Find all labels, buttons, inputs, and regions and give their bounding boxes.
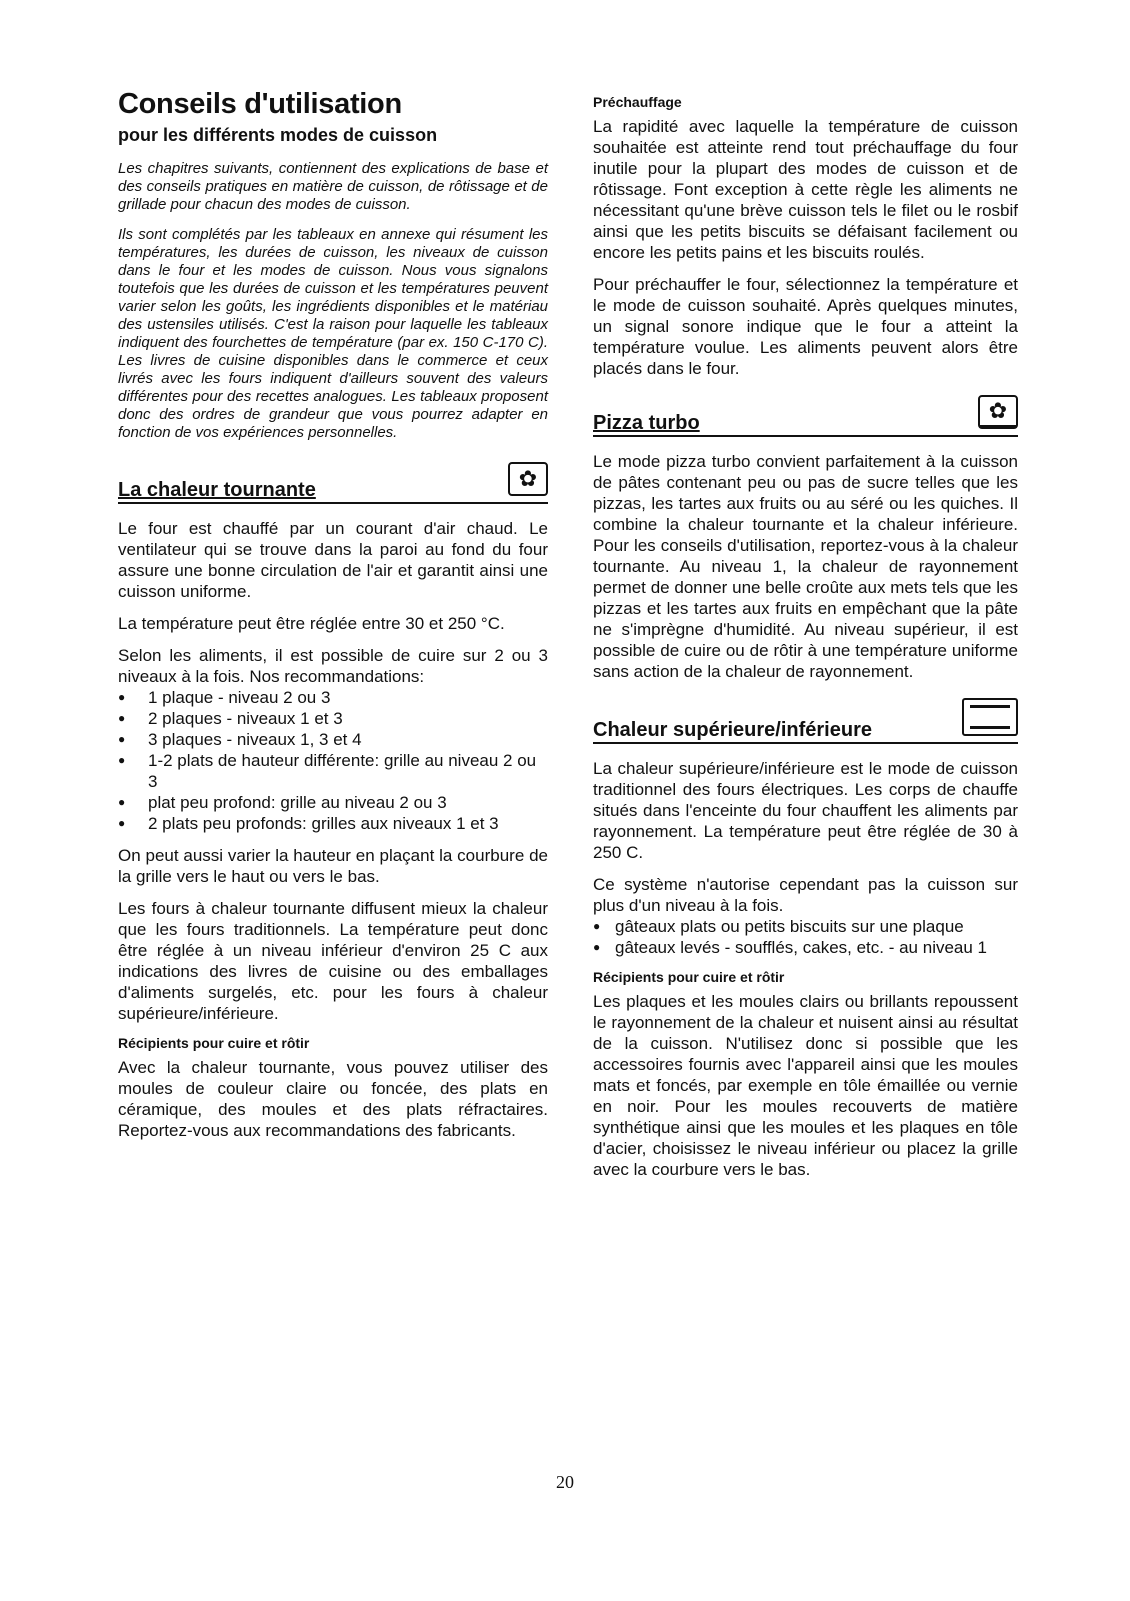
list-item: ● gâteaux plats ou petits biscuits sur une plaque xyxy=(593,916,1018,937)
section-heading-chaleur-tournante xyxy=(118,456,548,504)
bullets-list xyxy=(593,916,1018,958)
list-item: ● 2 plaques - niveaux 1 et 3 xyxy=(118,708,548,729)
levels-list xyxy=(118,687,548,834)
fan-icon: ✿ xyxy=(508,462,548,496)
page-subtitle: pour les différents modes de cuisson xyxy=(118,125,438,145)
paragraph: On peut aussi varier la hauteur en plaçant la courbure de la grille vers le haut ou vers le bas. xyxy=(118,846,548,886)
list-item: ● 2 plats peu profonds: grilles aux niveaux 1 et 3 xyxy=(118,813,548,834)
section-heading-pizza-turbo xyxy=(593,389,1018,437)
top-bottom-heat-icon xyxy=(962,698,1018,736)
right-column xyxy=(593,88,1018,1180)
page-title: Conseils d'utilisation xyxy=(118,88,402,120)
paragraph: Ce système n'autorise cependant pas la cuisson sur plus d'un niveau à la fois. xyxy=(593,875,1018,915)
section-title: La chaleur tournante xyxy=(118,479,316,501)
paragraph: La chaleur supérieure/inférieure est le mode de cuisson traditionnel des fours électriques. Les corps de chauffe situés dans l'enceinte du four chauffent les aliments par rayonnement. La température peut être réglée de 30 à 250 C. xyxy=(593,759,1018,862)
paragraph: Le mode pizza turbo convient parfaitement à la cuisson de pâtes contenant peu ou pas de sucre telles que les pizzas, les tartes aux fruits ou au séré ou les quiches. Il combine la chaleur tournante et la chaleur inférieure. Pour les conseils d'utilisation, reportez-vous à la chaleur tournante. Au niveau 1, la chaleur de rayonnement permet de donner une belle croûte aux mets tels que les pizzas et les tartes aux fruits en empêchant que la pâte ne s'imprègne d'humidité. Au niveau supérieur, il est possible de cuire ou de rôtir à une température uniforme sans action de la chaleur de rayonnement. xyxy=(593,452,1018,681)
paragraph: Les fours à chaleur tournante diffusent mieux la chaleur que les fours traditionnels. La température peut donc être réglée à un niveau inférieur d'environ 25 C aux indications des livres de cuisine ou des emballages d'aliments surgelés, etc. pour les fours à chaleur supérieure/inférieure. xyxy=(118,899,548,1023)
subheading: Récipients pour cuire et rôtir xyxy=(593,969,785,985)
list-item: ● 1-2 plats de hauteur différente: grille au niveau 2 ou 3 xyxy=(118,750,548,792)
intro-paragraph-2: Ils sont complétés par les tableaux en annexe qui résument les températures, les durées de cuisson, les niveaux de cuisson dans le four et les modes de cuisson. Nous vous signalons toutefois que les durées de cuisson et les températures peuvent varier selon les goûts, les ingrédients disponibles et le matériau des ustensiles utilisés. C'est la raison pour laquelle les tableaux indiquent des fourchettes de température (par ex. 150 C-170 C). Les livres de cuisine disponibles dans le commerce et ceux livrés avec les fours indiquent d'ailleurs souvent des valeurs différentes pour des recettes analogues. Les tableaux proposent donc des ordres de grandeur que vous pourrez adapter en fonction de vos expériences personnelles. xyxy=(118,226,548,441)
paragraph: Selon les aliments, il est possible de cuire sur 2 ou 3 niveaux à la fois. Nos recommandations: xyxy=(118,646,548,686)
subheading: Récipients pour cuire et rôtir xyxy=(118,1035,310,1051)
paragraph: La rapidité avec laquelle la température de cuisson souhaitée est atteinte rend tout préchauffage du four inutile pour la plupart des modes de cuisson et de rôtissage. Font exception à cette règle les aliments ne nécessitant qu'une brève cuisson tels le filet ou le rosbif ainsi que les petits biscuits se défaisant facilement ou encore les petits pains et les biscuits roulés. xyxy=(593,117,1018,262)
list-item: ● 1 plaque - niveau 2 ou 3 xyxy=(118,687,548,708)
fan-bottom-heat-icon: ✿ xyxy=(978,395,1018,429)
paragraph: Le four est chauffé par un courant d'air chaud. Le ventilateur qui se trouve dans la paroi au fond du four assure une bonne circulation de l'air et garantit ainsi une cuisson uniforme. xyxy=(118,519,548,601)
paragraph: Pour préchauffer le four, sélectionnez la température et le mode de cuisson souhaité. Après quelques minutes, un signal sonore indique que le four a atteint la température voulue. Les aliments peuvent alors être placés dans le four. xyxy=(593,275,1018,378)
paragraph: La température peut être réglée entre 30 et 250 °C. xyxy=(118,614,505,633)
section-title: Pizza turbo xyxy=(593,412,700,434)
list-item: ● 3 plaques - niveaux 1, 3 et 4 xyxy=(118,729,548,750)
list-item: ● gâteaux levés - soufflés, cakes, etc. - au niveau 1 xyxy=(593,937,1018,958)
list-item: ● plat peu profond: grille au niveau 2 ou 3 xyxy=(118,792,548,813)
left-column xyxy=(118,88,548,1141)
intro-paragraph-1: Les chapitres suivants, contiennent des explications de base et des conseils pratiques en matière de cuisson, de rôtissage et de grillade pour chacun des modes de cuisson. xyxy=(118,160,548,213)
paragraph: Avec la chaleur tournante, vous pouvez utiliser des moules de couleur claire ou foncée, des plats en céramique, des moules et des plats réfractaires. Reportez-vous aux recommandations des fabricants. xyxy=(118,1058,548,1140)
paragraph: Les plaques et les moules clairs ou brillants repoussent le rayonnement de la chaleur et nuisent ainsi au résultat de la cuisson. N'utilisez donc si possible que les accessoires fournis avec l'appareil ainsi que les moules mats et foncés, par exemple en tôle émaillée ou vernie en noir. Pour les moules recouverts de matière synthétique ainsi que les moules et les plaques en tôle d'acier, choisissez le niveau inférieur ou placez la grille avec la courbure vers le bas. xyxy=(593,992,1018,1179)
subheading-prechauffage: Préchauffage xyxy=(593,94,682,110)
page-number: 20 xyxy=(556,1472,574,1492)
section-heading-chaleur-superieure-inferieure xyxy=(593,690,1018,744)
section-title: Chaleur supérieure/inférieure xyxy=(593,719,872,741)
